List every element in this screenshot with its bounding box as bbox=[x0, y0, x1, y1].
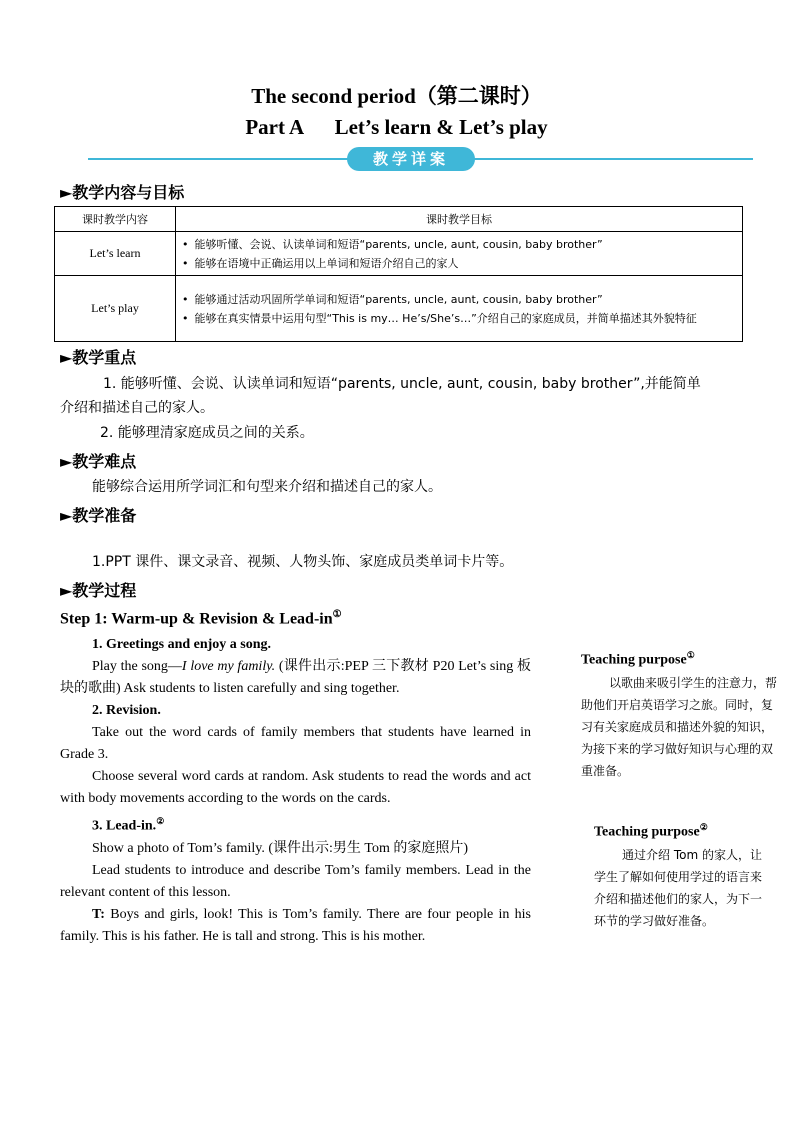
table-header-cell: 课时教学目标 bbox=[176, 207, 743, 232]
section-heading-process: ►教学过程 bbox=[60, 581, 137, 600]
teaching-purpose-1-title: Teaching purpose① bbox=[581, 650, 695, 668]
step-heading: 2. Revision. bbox=[92, 703, 161, 718]
goal-item: • 能够在语境中正确运用以上单词和短语介绍自己的家人 bbox=[182, 254, 736, 273]
step-heading: 3. Lead-in.② bbox=[92, 816, 165, 834]
key-point-1: 1. 能够听懂、会说、认读单词和短语“parents, uncle, aunt, cousin, baby brother”,并能简单 bbox=[103, 376, 701, 392]
page-title: The second period（第二课时） bbox=[251, 84, 542, 108]
section-heading-preparation: ►教学准备 bbox=[60, 506, 137, 525]
song-title: I love my family. bbox=[181, 659, 276, 674]
banner-label: 教学详案 bbox=[372, 150, 449, 168]
section-heading-key-points: ►教学重点 bbox=[60, 348, 137, 367]
footnote-marker: ① bbox=[332, 609, 342, 620]
goals-table bbox=[54, 206, 743, 342]
table-header-row bbox=[55, 207, 743, 232]
step-paragraph: T: Boys and girls, look! This is Tom’s family. There are four people in his family. This is his father. He is tall and strong. This is his mother. bbox=[60, 906, 531, 944]
goal-item: • 能够听懂、会说、认读单词和短语“parents, uncle, aunt, cousin, baby brother” bbox=[182, 235, 736, 254]
table-header-cell: 课时教学内容 bbox=[55, 207, 176, 232]
preparation-text: 1.PPT 课件、课文录音、视频、人物头饰、家庭成员类单词卡片等。 bbox=[92, 554, 514, 570]
page-subtitle: Part A Let’s learn & Let’s play bbox=[245, 115, 548, 139]
footnote-marker: ② bbox=[156, 816, 165, 826]
step-heading: 1. Greetings and enjoy a song. bbox=[92, 637, 272, 652]
difficulty-text: 能够综合运用所学词汇和句型来介绍和描述自己的家人。 bbox=[92, 479, 442, 495]
teaching-purpose-2-text: 通过介绍 Tom 的家人，让学生了解如何使用学过的语言来介绍和描述他们的家人，为下一环节的学习做好准备。 bbox=[594, 848, 763, 928]
section-banner bbox=[347, 147, 475, 171]
teaching-purpose-1-text: 以歌曲来吸引学生的注意力，帮助他们开启英语学习之旅。同时，复习有关家庭成员和描述外貌的知识，为接下来的学习做好知识与心理的双重准备。 bbox=[581, 676, 778, 778]
teacher-label: T: bbox=[92, 906, 105, 922]
teaching-purpose-2-title: Teaching purpose② bbox=[594, 822, 708, 840]
key-point-2: 2. 能够理清家庭成员之间的关系。 bbox=[100, 425, 314, 441]
footnote-marker: ① bbox=[686, 650, 695, 660]
section-heading-difficulties: ►教学难点 bbox=[60, 452, 137, 471]
step-paragraph: Choose several word cards at random. Ask students to read the words and act with body movements according to the words on the cards. bbox=[60, 769, 531, 806]
step-1-title: Step 1: Warm-up & Revision & Lead-in① bbox=[60, 609, 342, 628]
step-paragraph: Lead students to introduce and describe Tom’s family members. Lead in the relevant content of this lesson. bbox=[60, 862, 531, 900]
section-heading-content-goals: ►教学内容与目标 bbox=[60, 183, 185, 202]
table-row bbox=[55, 232, 743, 276]
table-cell-goals bbox=[176, 232, 743, 276]
goal-item: • 能够在真实情景中运用句型“This is my… He’s/She’s…”介绍自己的家庭成员，并简单描述其外貌特征 bbox=[182, 309, 736, 328]
goal-item: • 能够通过活动巩固所学单词和短语“parents, uncle, aunt, cousin, baby brother” bbox=[182, 290, 736, 309]
table-cell-content: Let’s play bbox=[55, 276, 176, 342]
step-paragraph: Show a photo of Tom’s family. (课件出示:男生 Tom 的家庭照片) bbox=[92, 840, 469, 856]
key-point-1-cont: 介绍和描述自己的家人。 bbox=[60, 400, 214, 416]
table-cell-content: Let’s learn bbox=[55, 232, 176, 276]
table-row bbox=[55, 276, 743, 342]
step-paragraph: Play the song—I love my family. (课件出示:PEP 三下教材 P20 Let’s sing 板块的歌曲) Ask students to listen carefully and sing together. bbox=[60, 659, 531, 696]
step-1-body bbox=[60, 634, 531, 948]
footnote-marker: ② bbox=[699, 822, 708, 832]
step-paragraph: Take out the word cards of family members that students have learned in Grade 3. bbox=[60, 725, 531, 762]
table-cell-goals bbox=[176, 276, 743, 342]
